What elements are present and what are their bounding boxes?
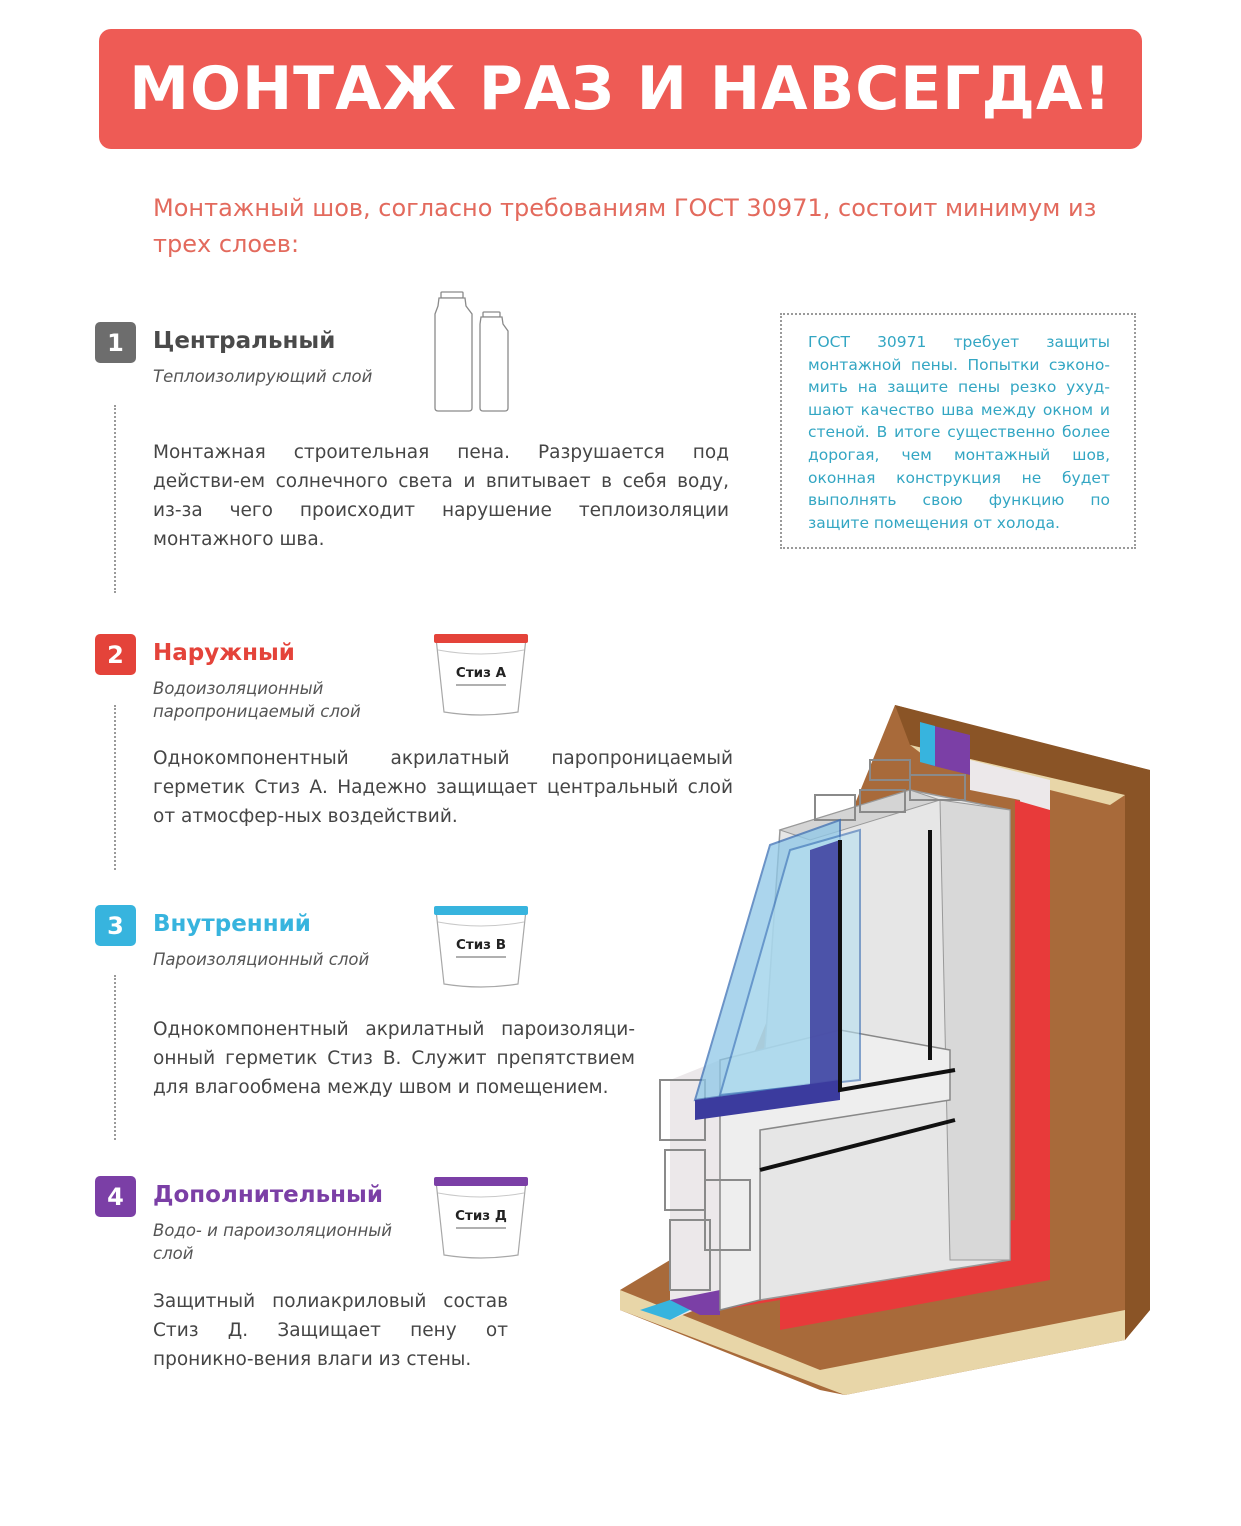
- pail-icon: [432, 904, 530, 990]
- layer-2-subtitle: Водоизоляционный паропроницаемый слой: [153, 679, 361, 721]
- pail-icon: [432, 632, 530, 718]
- layer-3-divider: [114, 975, 116, 1140]
- window-section-icon: [610, 700, 1170, 1420]
- header-banner: [99, 29, 1142, 149]
- layer-1-divider: [114, 405, 116, 593]
- layer-1-subtitle: Теплоизолирующий слой: [153, 367, 373, 386]
- layer-1-badge: 1: [95, 322, 136, 363]
- gost-note-box: [780, 313, 1136, 549]
- foam-cans-icon: [430, 290, 520, 415]
- layer-4-subtitle: Водо- и пароизоляционный слой: [153, 1221, 392, 1263]
- product-label: Стиз А: [455, 665, 507, 681]
- layer-2-title: Наружный: [153, 640, 295, 666]
- layer-3-title: Внутренний: [153, 911, 311, 937]
- layer-2-description: Однокомпонентный акрилатный паропроницаемый герметик Стиз А. Надежно защищает центральный слой от атмосфер-ных воздействий.: [153, 748, 733, 827]
- layer-3-subtitle: Пароизоляционный слой: [153, 950, 370, 969]
- layer-1-title: Центральный: [153, 328, 336, 354]
- layer-2-divider: [114, 705, 116, 870]
- layer-1-description: Монтажная строительная пена. Разрушается под действи-ем солнечного света и впитывает в себя воду, из-за чего происходит нарушение теплоизоляции монтажного шва.: [153, 442, 729, 550]
- page-title: МОНТАЖ РАЗ И НАВСЕГДА!: [129, 54, 1112, 124]
- intro-text: Монтажный шов, согласно требованиям ГОСТ 30971, состоит минимум из трех слоев:: [153, 194, 1097, 258]
- product-label: Стиз Д: [455, 1208, 507, 1224]
- product-label: Стиз В: [455, 937, 507, 953]
- layer-3-description: Однокомпонентный акрилатный пароизоляци-онный герметик Стиз В. Служит препятствием для влагообмена между швом и помещением.: [153, 1019, 635, 1098]
- layer-4-title: Дополнительный: [153, 1182, 383, 1208]
- gost-note-text: ГОСТ 30971 требует защиты монтажной пены. Попытки сэконо-мить на защите пены резко ухуд-шают качество шва между окном и стеной. В итоге существенно более дорогая, чем монтажный шов, оконная конструкция не будет выполнять свою функцию по защите помещения от холода.: [808, 333, 1110, 532]
- pail-icon: [432, 1175, 530, 1261]
- layer-4-badge: 4: [95, 1176, 136, 1217]
- layer-2-badge: 2: [95, 634, 136, 675]
- layer-3-badge: 3: [95, 905, 136, 946]
- layer-4-description: Защитный полиакриловый состав Стиз Д. Защищает пену от проникно-вения влаги из стены.: [153, 1291, 508, 1370]
